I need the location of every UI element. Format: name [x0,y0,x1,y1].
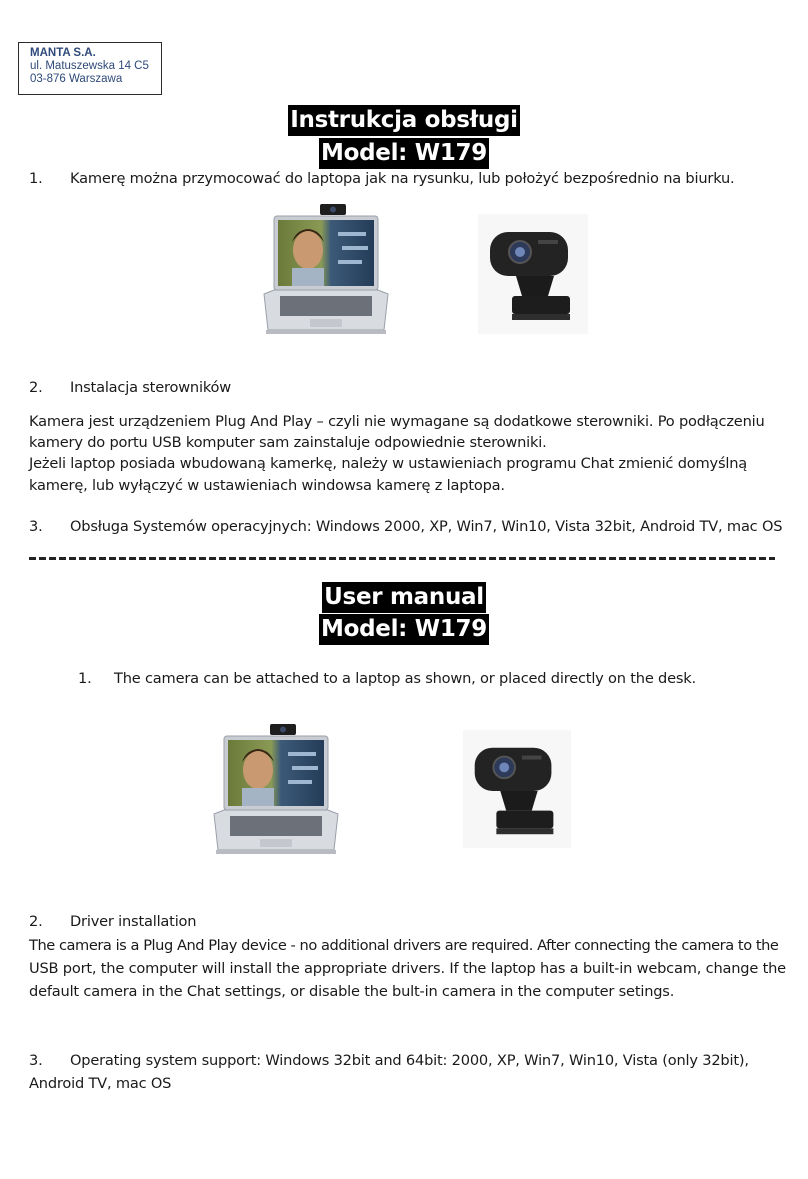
english-title-line2: Model: W179 [319,614,489,645]
english-para-line2: USB port, the computer will install the appropriate drivers. If the laptop has a built-in webcam, change the [29,960,786,977]
english-item3-number: 3. [29,1052,43,1069]
polish-title-line2: Model: W179 [319,138,489,169]
webcam-icon [460,730,574,848]
english-item3-line2: Android TV, mac OS [29,1075,172,1092]
laptop-icon [262,202,390,338]
polish-item1-text: Kamerę można przymocować do laptopa jak na rysunku, lub położyć bezpośrednio na biurku. [70,170,735,187]
english-para-line3: default camera in the Chat settings, or disable the bult-in camera in the computer setings. [29,983,675,1000]
english-para-line1: The camera is a Plug And Play device - no additional drivers are required. After connecting the camera to the [29,937,779,954]
polish-item2-number: 2. [29,379,43,396]
polish-para-line3: Jeżeli laptop posiada wbudowaną kamerkę, należy w ustawieniach programu Chat zmienić domyślną [29,455,747,472]
english-item1-text: The camera can be attached to a laptop as shown, or placed directly on the desk. [114,670,696,687]
company-city: 03-876 Warszawa [30,73,123,85]
english-item1-number: 1. [78,670,92,687]
company-address-box [18,42,162,95]
laptop-icon [212,722,340,858]
webcam-icon [478,214,588,334]
section-divider [29,557,775,560]
polish-item3-text: Obsługa Systemów operacyjnych: Windows 2000, XP, Win7, Win10, Vista 32bit, Android TV, mac OS [70,518,783,535]
polish-item3-number: 3. [29,518,43,535]
polish-para-line2: kamery do portu USB komputer sam zainstaluje odpowiednie sterowniki. [29,434,547,451]
company-name: MANTA S.A. [30,47,96,59]
polish-para-line4: kamerę, lub wyłączyć w ustawieniach windowsa kamerę z laptopa. [29,477,505,494]
english-item2-text: Driver installation [70,913,197,930]
company-street: ul. Matuszewska 14 C5 [30,60,149,72]
english-title [0,582,808,613]
polish-title-line1: Instrukcja obsługi [288,105,520,136]
english-item2-number: 2. [29,913,43,930]
polish-para-line1: Kamera jest urządzeniem Plug And Play – czyli nie wymagane są dodatkowe sterowniki. Po podłączeniu [29,413,765,430]
english-item3-line1: Operating system support: Windows 32bit and 64bit: 2000, XP, Win7, Win10, Vista (only 32bit), [70,1052,749,1069]
polish-item1-number: 1. [29,170,43,187]
polish-item2-text: Instalacja sterowników [70,379,232,396]
english-model [0,614,808,645]
polish-title [0,105,808,136]
english-title-line1: User manual [322,582,486,613]
polish-model [0,138,808,169]
